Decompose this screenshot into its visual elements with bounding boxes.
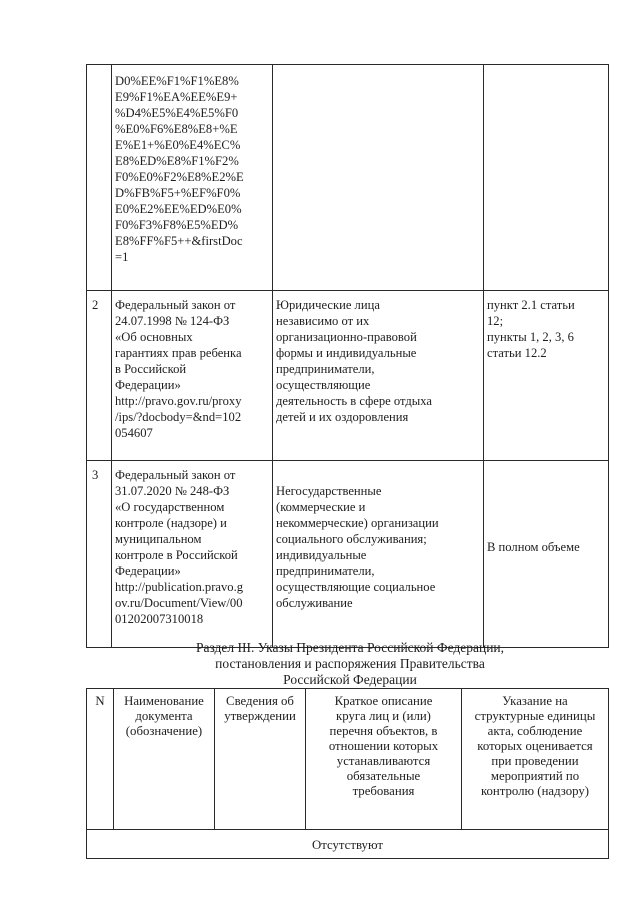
row-number: 2: [87, 291, 112, 461]
regulations-table: [86, 64, 609, 648]
table-row: [87, 291, 609, 461]
persons-cell: Негосударственные (коммерческие и некоммерческие) организации социального обслуживания; индивидуальные предприниматели, осуществляющие социальное обслуживание: [273, 461, 484, 648]
header-number: N: [87, 689, 114, 830]
header-structural-units: Указание на структурные единицы акта, соблюдение которых оценивается при проведении мероприятий по контролю (надзору): [462, 689, 609, 830]
header-description: Краткое описание круга лиц и (или) перечня объектов, в отношении которых устанавливаются обязательные требования: [306, 689, 462, 830]
persons-cell: Юридические лица независимо от их организационно-правовой формы и индивидуальные предприниматели, осуществляющие деятельность в сфере отдыха детей и их оздоровления: [273, 291, 484, 461]
header-approval: Сведения об утверждении: [215, 689, 306, 830]
units-cell: [484, 65, 609, 291]
document-cell: D0%EE%F1%F1%E8% E9%F1%EA%EE%E9+ %D4%E5%E4%E5%F0 %E0%F6%E8%E8+%E E%E1+%E0%E4%EC% E8%ED%E8%F1%F2% F0%E0%F2%E8%E2%E D%FB%F5+%EF%F0% E0%E2%EE%ED%E0% F0%F3%F8%E5%ED% E8%FF%F5++&firstDoc =1: [112, 65, 273, 291]
units-cell: пункт 2.1 статьи 12; пункты 1, 2, 3, 6 статьи 12.2: [484, 291, 609, 461]
table-header-row: [87, 689, 609, 830]
persons-cell: [273, 65, 484, 291]
section-title: Раздел III. Указы Президента Российской Федерации, постановления и распоряжения Правительства Российской Федерации: [195, 640, 505, 687]
absent-cell: Отсутствуют: [87, 830, 609, 859]
row-number: 3: [87, 461, 112, 648]
table-row: [87, 461, 609, 648]
table-row: [87, 830, 609, 859]
document-cell: Федеральный закон от 24.07.1998 № 124-ФЗ «Об основных гарантиях прав ребенка в Российской Федерации» http://pravo.gov.ru/proxy /ips/?docbody=&nd=102 054607: [112, 291, 273, 461]
decrees-table: [86, 688, 609, 859]
row-number: [87, 65, 112, 291]
units-cell: В полном объеме: [484, 461, 609, 648]
document-cell: Федеральный закон от 31.07.2020 № 248-ФЗ «О государственном контроле (надзоре) и муниципальном контроле в Российской Федерации» http://publication.pravo.g ov.ru/Document/View/00 01202007310018: [112, 461, 273, 648]
table-row: [87, 65, 609, 291]
header-document-name: Наименование документа (обозначение): [114, 689, 215, 830]
